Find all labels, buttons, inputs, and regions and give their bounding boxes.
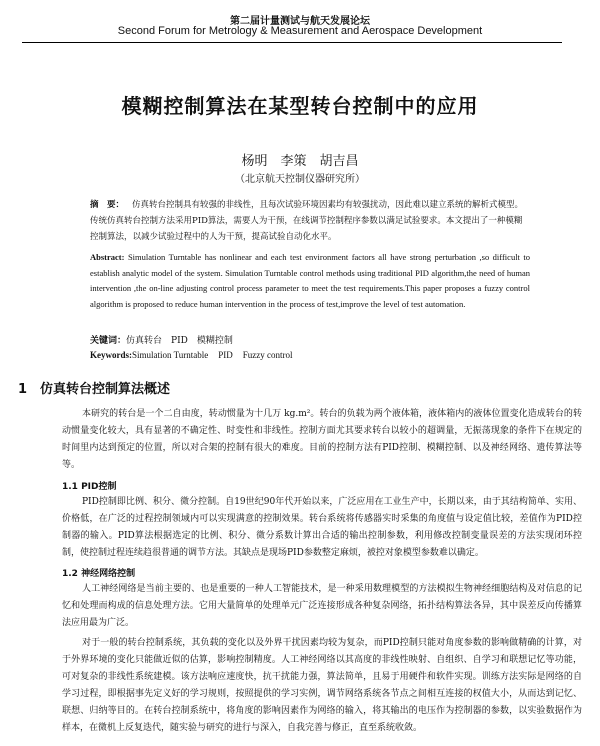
subsection-1-2-heading: 1.2 神经网络控制 [62, 569, 136, 579]
keyword-1: Simulation Turntable [132, 350, 209, 360]
affiliation: （北京航天控制仪器研究所） [235, 174, 365, 185]
keyword-2: PID [218, 350, 233, 360]
section-1-heading: 1 仿真转台控制算法概述 [18, 382, 171, 397]
keywords-en [90, 350, 293, 360]
keywords-cn [90, 333, 233, 346]
header-divider [22, 42, 562, 43]
authors: 杨明 李策 胡吉昌 [241, 154, 359, 169]
abstract-en [90, 250, 530, 312]
subsection-1-2-paragraph-2: 对于一般的转台控制系统，其负载的变化以及外界干扰因素均较为复杂，而PID控制只能对角度参数的影响做精确的计算，对于外界环境的变化只能做近似的估算，影响控制精度。人工神经网络以其高度的非线性映射、自组织、自学习和联想记忆等功能，可对复杂的非线性系统建模。该方法响应速度快，抗干扰能力强，算法简单，且易于用硬件和软件实现。训练方法实际是网络的自学习过程，即根据事先定义好的学习规则，按照提供的学习实例，调节网络系统各节点之间相互连接的权值大小，从而达到记忆、联想、归纳等目的。在转台控制系统中，将角度的影响因素作为网络的输入，将其输出的电压作为控制器的参数，以实验数据作为样本，在微机上反复迭代，随实验与研究的进行与深入，自我完善与修正，直至系统收敛。 [62, 638, 582, 733]
paper-title: 模糊控制算法在某型转台控制中的应用 [121, 94, 479, 118]
keywords-en-label: Keywords: [90, 350, 132, 360]
keyword-3: Fuzzy control [242, 350, 293, 360]
keywords-cn-label: 关键词： [90, 336, 127, 346]
abstract-en-text: Simulation Turntable has nonlinear and each test environment factors all have strong perturbation ,so difficult to establish analytic model of the system. Simulation Turntable control methods using traditional PID algorithm,the need of human intervention ,the on-line adjusting control process parameter to meet the test requirements.This paper proposes a fuzzy control algorithm is proposed to reduce human intervention in the process of test,improve the level of test automation. [90, 252, 530, 309]
abstract-en-label: Abstract: [90, 252, 125, 262]
conference-name-en: Second Forum for Metrology & Measurement and Aerospace Development [117, 25, 483, 37]
subsection-1-2-paragraph-1: 人工神经网络是当前主要的、也是重要的一种人工智能技术，是一种采用数理模型的方法模拟生物神经细胞结构及对信息的记忆和处理而构成的信息处理方法。它用大量简单的处理单元广泛连接形成各种复杂网络，拓扑结构算法各异，其中误差反向传播算法应用最为广泛。 [62, 584, 582, 628]
conference-name-cn: 第二届计量测试与航天发展论坛 [230, 16, 370, 27]
subsection-1-1-paragraph: PID控制即比例、积分、微分控制。自19世纪90年代开始以来，广泛应用在工业生产中，长期以来，由于其结构简单、实用、价格低，在广泛的过程控制领域内可以实现满意的控制效果。转台系统将传感器实时采集的角度值与设定值比较，差值作为PID控制器的输入。PID算法根据选定的比例、积分、微分系数计算出合适的输出控制参数，利用修改控制变量误差的方法实现闭环控制，使控制过程连续趋很普通的调节方法。其缺点是现场PID参数整定麻烦，被控对象模型参数难以确定。 [62, 497, 582, 558]
section-1-paragraph-1: 本研究的转台是一个二自由度，转动惯量为十几万 kg.m²。转台的负载为两个液体箱，液体箱内的液体位置变化造成转台的转动惯量变化较大，具有显著的不确定性、时变性和非线性。控制方面尤其要求转台以较小的超调量，无振荡现象的条件下在规定的时间里内达到预定的位置，所以对合架的控制有很大的难度。目前的控制方法有PID控制、模糊控制、以及神经网络、遗传算法等等。 [62, 409, 582, 470]
abstract-cn-label: 摘 要： [90, 200, 125, 210]
abstract-cn-text: 仿真转台控制具有较强的非线性，且每次试验环境因素均有较强扰动，因此难以建立系统的解析式模型。传统仿真转台控制方法采用PID算法，需要人为干预，在线调节控制程序参数以满足试验要求。本文提出了一种模糊控制算法，以减少试验过程中的人为干预，提高试验自动化水平。 [90, 200, 524, 242]
keywords-cn-items: 仿真转台 PID 模糊控制 [126, 336, 233, 346]
subsection-1-1-heading: 1.1 PID控制 [62, 482, 117, 492]
abstract-cn [90, 197, 530, 245]
